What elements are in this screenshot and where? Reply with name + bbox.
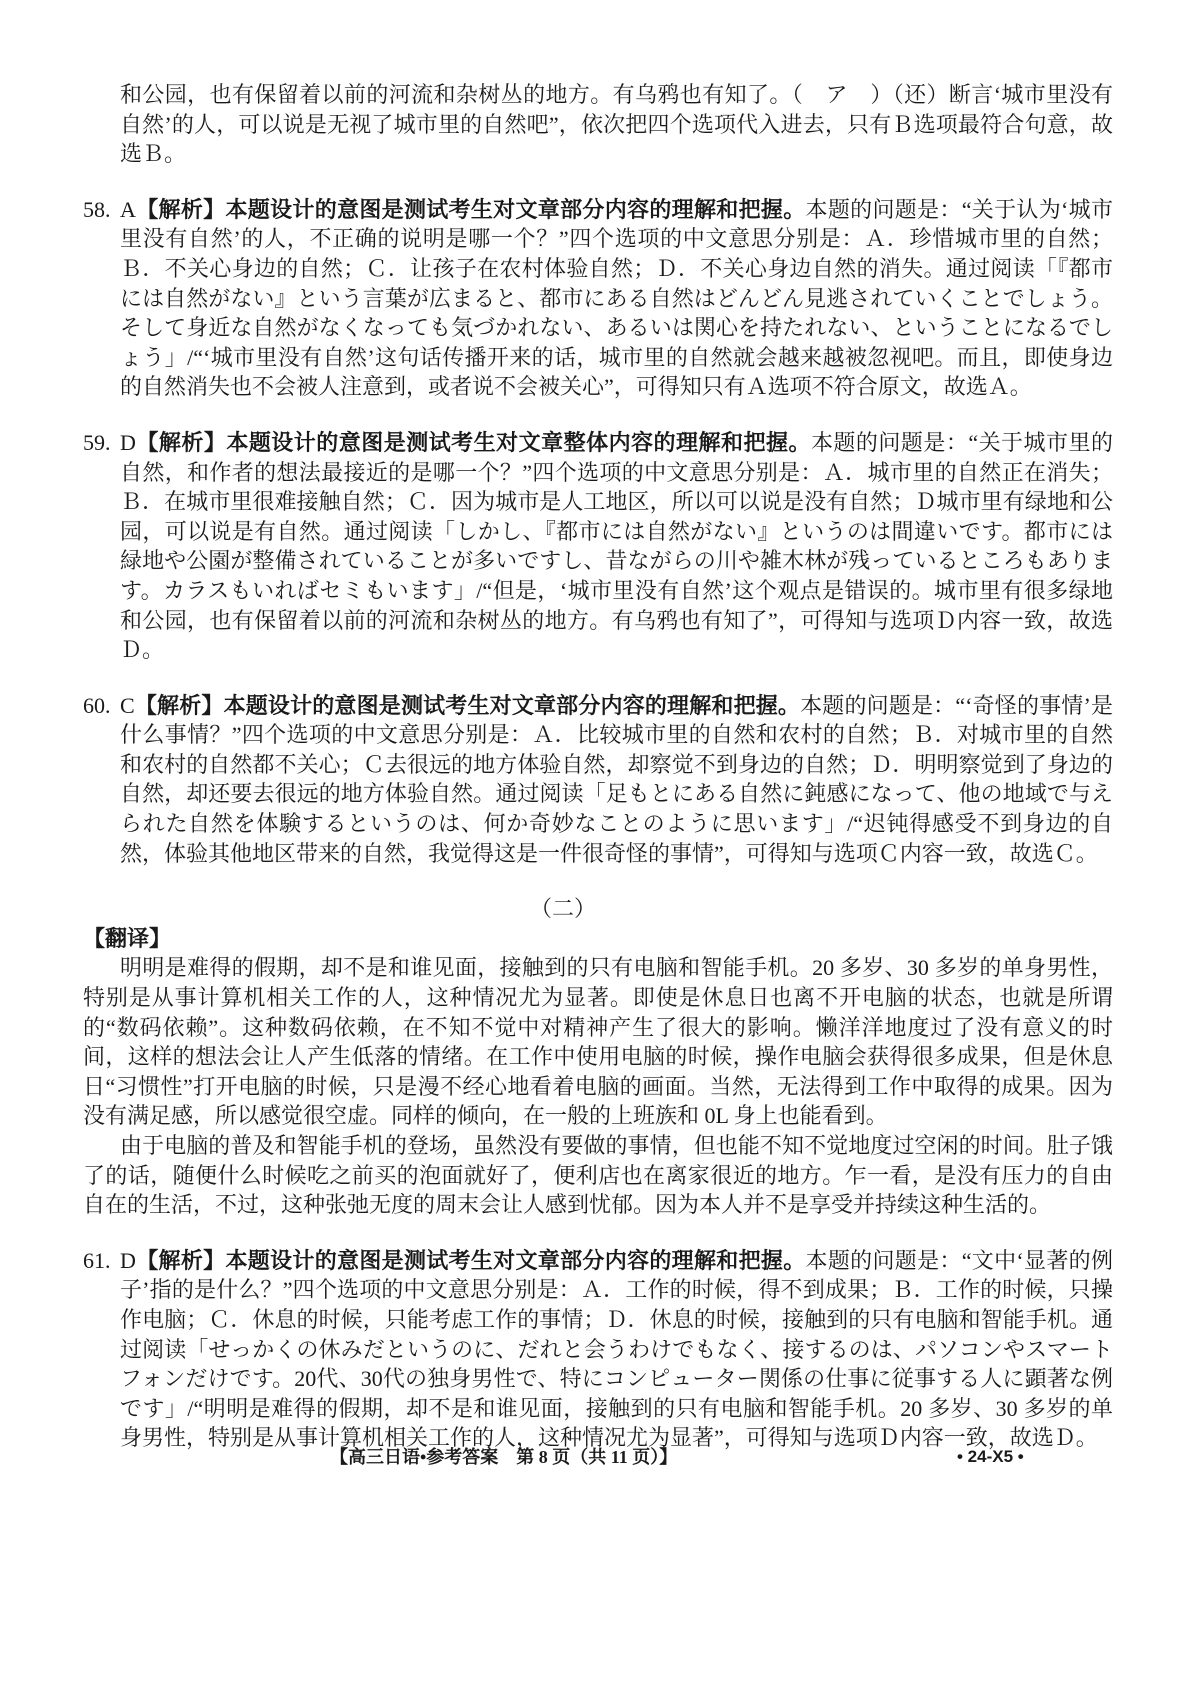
analysis-tag: 【解析】 <box>135 429 227 455</box>
answer-letter: D <box>120 429 136 455</box>
question-number: 58. <box>83 196 111 222</box>
question-number: 61. <box>83 1247 111 1273</box>
answer-item-58 <box>83 195 1113 402</box>
page-content <box>83 80 1113 1479</box>
answer-item-60 <box>83 691 1113 869</box>
analysis-intent: 本题设计的意图是测试考生对文章部分内容的理解和把握。 <box>223 692 801 718</box>
translation-paragraph: 由于电脑的普及和智能手机的登场，虽然没有要做的事情，但也能不知不觉地度过空闲的时间。肚子饿了的话，随便什么时候吃之前买的泡面就好了，便利店也在离家很近的地方。乍一看，是没有压力的自由自在的生活，不过，这种张弛无度的周末会让人感到忧郁。因为本人并不是享受并持续这种生活的。 <box>83 1133 1113 1218</box>
analysis-intent: 本题设计的意图是测试考生对文章部分内容的理解和把握。 <box>225 1247 806 1273</box>
analysis-body: 本题的问题是：“关于城市里的自然，和作者的想法最接近的是哪一个？”四个选项的中文意思分别是：Ａ．城市里的自然正在消失；Ｂ．在城市里很难接触自然；Ｃ．因为城市是人工地区，所以可以说是没有自然；Ｄ城市里有绿地和公园，可以说是有自然。通过阅读「しかし、『都市には自然がない』というのは間違いです。都市には緑地や公園が整備されていることが多いですし、昔ながらの川や雑木林が残っているところもあります。カラスもいればセミもいます」/“但是，‘城市里没有自然’这个观点是错误的。城市里有很多绿地和公园，也有保留着以前的河流和杂树丛的地方。有乌鸦也有知了”，可得知与选项Ｄ内容一致，故选Ｄ。 <box>120 429 1113 663</box>
answer-item-61 <box>83 1246 1113 1453</box>
answer-item-59 <box>83 428 1113 665</box>
footer-page-info: 【高三日语•参考答案 第 8 页（共 11 页）】 <box>330 1447 678 1467</box>
answer-letter: A <box>120 196 136 222</box>
question-number: 60. <box>83 692 111 718</box>
translation-paragraph: 明明是难得的假期，却不是和谁见面，接触到的只有电脑和智能手机。20 多岁、30 多岁的单身男性，特别是从事计算机相关工作的人，这种情况尤为显著。即使是休息日也离不开电脑的状态，也就是所谓的“数码依赖”。这种数码依赖，在不知不觉中对精神产生了很大的影响。懒洋洋地度过了没有意义的时间，这样的想法会让人产生低落的情绪。在工作中使用电脑的时候，操作电脑会获得很多成果，但是休息日“习惯性”打开电脑的时候，只是漫不经心地看着电脑的画面。当然，无法得到工作中取得的成果。因为没有满足感，所以感觉很空虚。同样的倾向，在一般的上班族和 0L 身上也能看到。 <box>83 955 1113 1129</box>
analysis-body: 本题的问题是：“‘奇怪的事情’是什么事情？”四个选项的中文意思分别是：Ａ．比较城市里的自然和农村的自然；Ｂ．对城市里的自然和农村的自然都不关心；Ｃ去很远的地方体验自然，却察觉不到身边的自然；Ｄ．明明察觉到了身边的自然，却还要去很远的地方体验自然。通过阅读「足もとにある自然に鈍感になって、他の地域で与えられた自然を体験するというのは、何か奇妙なことのように思います」/“迟钝得感受不到身边的自然，体验其他地区带来的自然，我觉得这是一件很奇怪的事情”，可得知与选项Ｃ内容一致，故选Ｃ。 <box>120 692 1113 866</box>
question-number: 59. <box>83 429 111 455</box>
section-heading: （二） <box>529 896 596 922</box>
continuation-paragraph: 和公园，也有保留着以前的河流和杂树丛的地方。有乌鸦也有知了。（ ア ）（还）断言‘城市里没有自然’的人，可以说是无视了城市里的自然吧”，依次把四个选项代入进去，只有Ｂ选项最符合句意，故选Ｂ。 <box>120 82 1113 167</box>
analysis-tag: 【解析】 <box>135 1247 226 1273</box>
analysis-body: 本题的问题是：“关于认为‘城市里没有自然’的人，不正确的说明是哪一个？”四个选项的中文意思分别是：Ａ．珍惜城市里的自然；Ｂ．不关心身边的自然；Ｃ．让孩子在农村体验自然；Ｄ．不关心身边自然的消失。通过阅读「『都市には自然がない』という言葉が広まると、都市にある自然はどんどん見逃されていくことでしょう。そして身近な自然がなくなっても気づかれない、あるいは関心を持たれない、ということになるでしょう」/“‘城市里没有自然’这句话传播开来的话，城市里的自然就会越来越被忽视吧。而且，即使身边的自然消失也不会被人注意到，或者说不会被关心”，可得知只有Ａ选项不符合原文，故选Ａ。 <box>120 196 1113 400</box>
translation-block <box>83 953 1113 1219</box>
answer-letter: C <box>120 692 135 718</box>
analysis-intent: 本题设计的意图是测试考生对文章部分内容的理解和把握。 <box>225 196 806 222</box>
answer-letter: D <box>120 1247 136 1273</box>
footer-code: • 24-X5 • <box>957 1447 1024 1466</box>
analysis-body: 本题的问题是：“文中‘显著的例子’指的是什么？”四个选项的中文意思分别是：Ａ．工作的时候，得不到成果；Ｂ．工作的时候，只操作电脑；Ｃ．休息的时候，只能考虑工作的事情；Ｄ．休息的时候，接触到的只有电脑和智能手机。通过阅读「せっかくの休みだというのに、だれと会うわけでもなく、接するのは、パソコンやスマートフォンだけです。20代、30代の独身男性で、特にコンピューター関係の仕事に従事する人に顕著な例です」/“明明是难得的假期，却不是和谁见面，接触到的只有电脑和智能手机。20 多岁、30 多岁的单身男性，特别是从事计算机相关工作的人，这种情况尤为显著”，可得知与选项Ｄ内容一致，故选Ｄ。 <box>120 1247 1114 1451</box>
translation-label: 【翻译】 <box>83 925 172 951</box>
analysis-tag: 【解析】 <box>134 692 224 718</box>
analysis-tag: 【解析】 <box>135 196 226 222</box>
analysis-intent: 本题设计的意图是测试考生对文章整体内容的理解和把握。 <box>226 429 811 455</box>
